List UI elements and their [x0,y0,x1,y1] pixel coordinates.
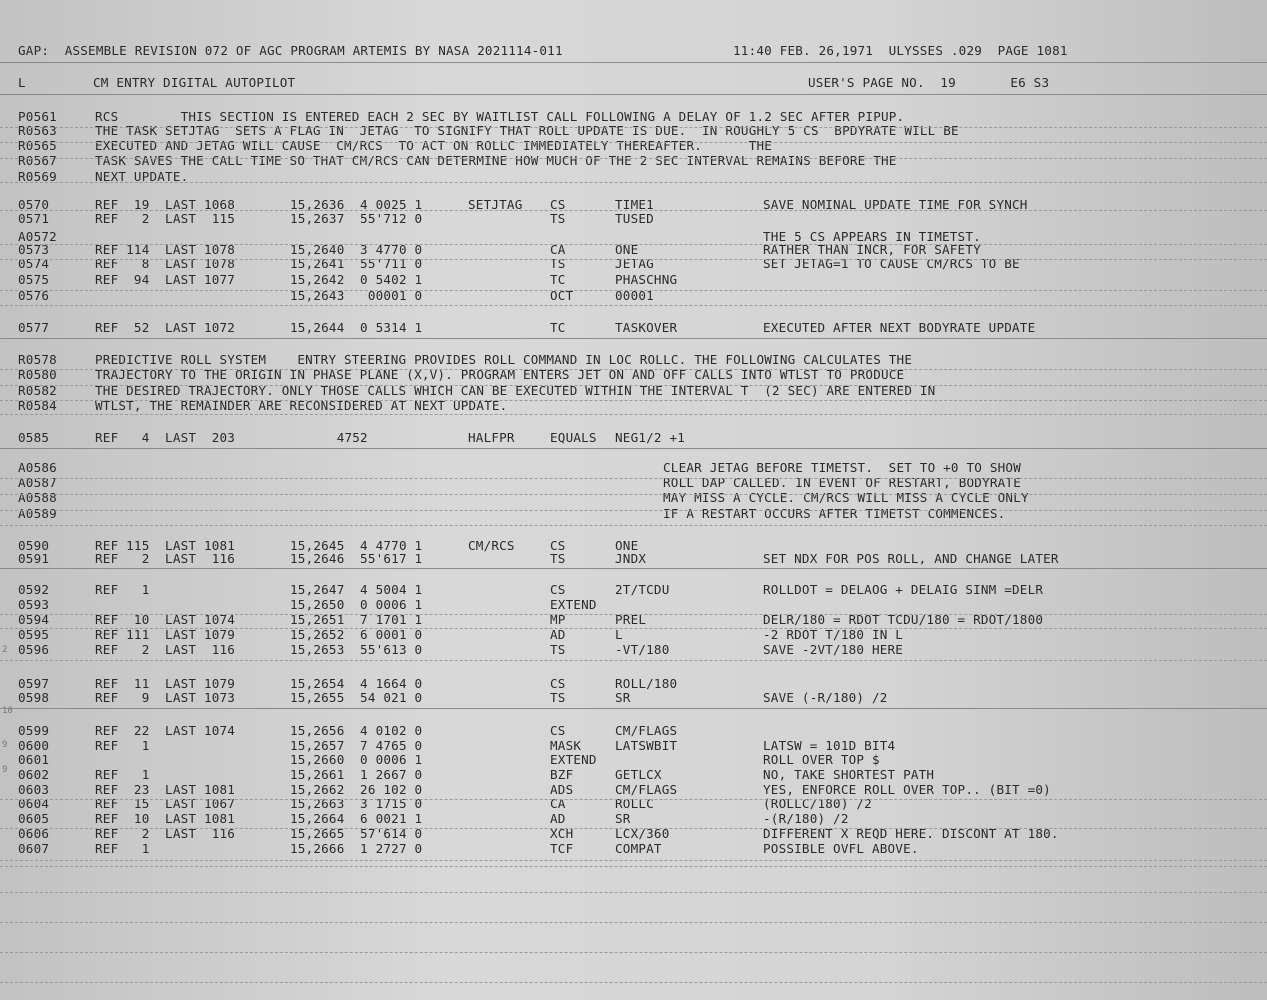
line-number: 0604 [18,796,50,811]
ref-info: REF 8 LAST 1078 [95,256,236,271]
rule [0,494,1267,495]
address-word: 15,2652 6 0001 0 [290,627,423,642]
line-number: 0571 [18,211,50,226]
label: HALFPR [468,430,515,445]
address-word: 15,2665 57'614 0 [290,826,423,841]
rule [0,628,1267,629]
address-word: 15,2663 3 1715 0 [290,796,423,811]
line-comment: ROLLDOT = DELAOG + DELAIG SINM =DELR [763,582,1044,597]
address-word: 15,2662 26 102 0 [290,782,423,797]
line-comment: THE 5 CS APPEARS IN TIMETST. [763,229,981,244]
opcode: ADS [550,782,574,797]
line-number: R0580 [18,367,57,382]
line-number: 0570 [18,197,50,212]
users-page-number: USER'S PAGE NO. 19 E6 S3 [808,75,1050,90]
rule [0,62,1267,63]
address-word: 15,2637 55'712 0 [290,211,423,226]
rule [0,305,1267,306]
opcode: CS [550,582,566,597]
ref-info: REF 4 LAST 203 [95,430,236,445]
line-number: R0563 [18,123,57,138]
line-number: 0605 [18,811,50,826]
operand: COMPAT [615,841,662,856]
opcode: BZF [550,767,574,782]
operand: ONE [615,242,639,257]
address-word: 15,2651 7 1701 1 [290,612,423,627]
comment-text: NEXT UPDATE. [95,169,189,184]
line-number: 0577 [18,320,50,335]
comment-text: THE DESIRED TRAJECTORY. ONLY THOSE CALLS WHICH CAN BE EXECUTED WITHIN THE INTERVAL T (2 SEC) ARE ENTERED IN [95,383,936,398]
ref-info: REF 15 LAST 1067 [95,796,236,811]
rule [0,614,1267,615]
rule [0,799,1267,800]
line-number: 0600 [18,738,50,753]
label: CM/RCS [468,538,515,553]
rule [0,210,1267,211]
rule [0,414,1267,415]
line-number: R0582 [18,383,57,398]
rule [0,860,1267,861]
ref-info: REF 1 [95,738,150,753]
ref-info: REF 11 LAST 1079 [95,676,236,691]
rule [0,369,1267,370]
operand: -VT/180 [615,642,670,657]
opcode: TS [550,551,566,566]
line-number: 0601 [18,752,50,767]
line-comment: (ROLLC/180) /2 [763,796,872,811]
line-comment: -(R/180) /2 [763,811,849,826]
comment-text: CLEAR JETAG BEFORE TIMETST. SET TO +0 TO SHOW [663,460,1021,475]
line-number: A0586 [18,460,57,475]
opcode: TC [550,272,566,287]
line-number: 0599 [18,723,50,738]
line-number: A0587 [18,475,57,490]
rule [0,338,1267,339]
address-word: 4752 [290,430,368,445]
line-number: A0588 [18,490,57,505]
operand: L [615,627,623,642]
opcode: TS [550,256,566,271]
line-number: 0576 [18,288,50,303]
address-word: 15,2643 00001 0 [290,288,423,303]
rule [0,142,1267,143]
ref-info: REF 94 LAST 1077 [95,272,236,287]
opcode: EQUALS [550,430,597,445]
ref-info: REF 19 LAST 1068 [95,197,236,212]
opcode: CS [550,723,566,738]
address-word: 15,2666 1 2727 0 [290,841,423,856]
address-word: 15,2657 7 4765 0 [290,738,423,753]
operand: 2T/TCDU [615,582,670,597]
line-comment: YES, ENFORCE ROLL OVER TOP.. (BIT =0) [763,782,1051,797]
line-comment: RATHER THAN INCR, FOR SAFETY [763,242,981,257]
address-word: 15,2645 4 4770 1 [290,538,423,553]
operand: CM/FLAGS [615,723,678,738]
rule [0,660,1267,661]
line-number: 0602 [18,767,50,782]
line-number: R0569 [18,169,57,184]
label: SETJTAG [468,197,523,212]
line-number: R0565 [18,138,57,153]
address-word: 15,2642 0 5402 1 [290,272,423,287]
rule [0,478,1267,479]
opcode: EXTEND [550,752,597,767]
rule [0,866,1267,867]
line-number: R0567 [18,153,57,168]
ref-info: REF 2 LAST 116 [95,551,236,566]
opcode: CA [550,796,566,811]
operand: JNDX [615,551,647,566]
margin-mark: 2 [2,645,8,655]
line-comment: SET NDX FOR POS ROLL, AND CHANGE LATER [763,551,1059,566]
line-number: 0596 [18,642,50,657]
rule [0,400,1267,401]
ref-info: REF 111 LAST 1079 [95,627,236,642]
comment-text: EXECUTED AND JETAG WILL CAUSE CM/RCS TO ACT ON ROLLC IMMEDIATELY THEREAFTER. THE [95,138,773,153]
rule [0,828,1267,829]
operand: GETLCX [615,767,662,782]
ref-info: REF 114 LAST 1078 [95,242,236,257]
rule [0,127,1267,128]
opcode: AD [550,627,566,642]
address-word: 15,2650 0 0006 1 [290,597,423,612]
line-number: 0595 [18,627,50,642]
rule [0,244,1267,245]
comment-text: MAY MISS A CYCLE. CM/RCS WILL MISS A CYCLE ONLY [663,490,1029,505]
line-comment: ROLL OVER TOP $ [763,752,880,767]
operand: NEG1/2 +1 [615,430,686,445]
opcode: AD [550,811,566,826]
address-word: 15,2664 6 0021 1 [290,811,423,826]
address-word: 15,2660 0 0006 1 [290,752,423,767]
operand: SR [615,690,631,705]
ref-info: REF 115 LAST 1081 [95,538,236,553]
comment-text: TRAJECTORY TO THE ORIGIN IN PHASE PLANE (X,V). PROGRAM ENTERS JET ON AND OFF CALLS INTO WTLST TO PRODUCE [95,367,905,382]
line-number: 0573 [18,242,50,257]
opcode: MASK [550,738,582,753]
ref-info: REF 10 LAST 1074 [95,612,236,627]
line-comment: NO, TAKE SHORTEST PATH [763,767,935,782]
opcode: CA [550,242,566,257]
ref-info: REF 1 [95,582,150,597]
comment-text: RCS THIS SECTION IS ENTERED EACH 2 SEC BY WAITLIST CALL FOLLOWING A DELAY OF 1.2 SEC AFTER PIPUP. [95,109,905,124]
line-number: 0574 [18,256,50,271]
line-comment: SAVE -2VT/180 HERE [763,642,904,657]
address-word: 15,2656 4 0102 0 [290,723,423,738]
comment-text: IF A RESTART OCCURS AFTER TIMETST COMMENCES. [663,506,1006,521]
opcode: MP [550,612,566,627]
operand: SR [615,811,631,826]
address-word: 15,2654 4 1664 0 [290,676,423,691]
line-number: 0606 [18,826,50,841]
operand: CM/FLAGS [615,782,678,797]
line-number: 0598 [18,690,50,705]
operand: ROLL/180 [615,676,678,691]
line-comment: DIFFERENT X REQD HERE. DISCONT AT 180. [763,826,1059,841]
operand: ONE [615,538,639,553]
opcode: TS [550,211,566,226]
opcode: TCF [550,841,574,856]
operand: PHASCHNG [615,272,678,287]
comment-text: PREDICTIVE ROLL SYSTEM ENTRY STEERING PROVIDES ROLL COMMAND IN LOC ROLLC. THE FOLLOWING CALCULATES THE [95,352,913,367]
line-number: 0585 [18,430,50,445]
ref-info: REF 2 LAST 116 [95,642,236,657]
address-word: 15,2640 3 4770 0 [290,242,423,257]
line-number: A0589 [18,506,57,521]
operand: ROLLC [615,796,654,811]
line-number: 0575 [18,272,50,287]
opcode: TS [550,642,566,657]
ref-info: REF 52 LAST 1072 [95,320,236,335]
line-number: 0592 [18,582,50,597]
line-number: R0584 [18,398,57,413]
line-comment: -2 RDOT T/180 IN L [763,627,904,642]
line-number: 0590 [18,538,50,553]
line-comment: POSSIBLE OVFL ABOVE. [763,841,919,856]
margin-mark: 9 [2,740,8,750]
line-number: 0593 [18,597,50,612]
address-word: 15,2644 0 5314 1 [290,320,423,335]
line-number: 0607 [18,841,50,856]
opcode: TS [550,690,566,705]
ref-info: REF 22 LAST 1074 [95,723,236,738]
address-word: 15,2636 4 0025 1 [290,197,423,212]
rule [0,182,1267,183]
operand: TUSED [615,211,654,226]
comment-text: THE TASK SETJTAG SETS A FLAG IN JETAG TO SIGNIFY THAT ROLL UPDATE IS DUE. IN ROUGHLY 5 CS BPDYRATE WILL BE [95,123,959,138]
rule [0,94,1267,95]
rule [0,952,1267,953]
opcode: CS [550,676,566,691]
rule [0,290,1267,291]
address-word: 15,2661 1 2667 0 [290,767,423,782]
rule [0,568,1267,569]
opcode: EXTEND [550,597,597,612]
line-number: A0572 [18,229,57,244]
line-number: 0603 [18,782,50,797]
operand: TASKOVER [615,320,678,335]
address-word: 15,2655 54 021 0 [290,690,423,705]
rule [0,385,1267,386]
comment-text: TASK SAVES THE CALL TIME SO THAT CM/RCS CAN DETERMINE HOW MUCH OF THE 2 SEC INTERVAL REMAINS BEFORE THE [95,153,897,168]
opcode: TC [550,320,566,335]
opcode: OCT [550,288,574,303]
ref-info: REF 2 LAST 115 [95,211,236,226]
line-comment: LATSW = 101D BIT4 [763,738,896,753]
line-number: 0594 [18,612,50,627]
ref-info: REF 23 LAST 1081 [95,782,236,797]
line-comment: EXECUTED AFTER NEXT BODYRATE UPDATE [763,320,1036,335]
address-word: 15,2653 55'613 0 [290,642,423,657]
comment-text: WTLST, THE REMAINDER ARE RECONSIDERED AT NEXT UPDATE. [95,398,508,413]
line-number: 0597 [18,676,50,691]
ref-info: REF 1 [95,767,150,782]
assembly-info: GAP: ASSEMBLE REVISION 072 OF AGC PROGRAM ARTEMIS BY NASA 2021114-011 [18,43,563,58]
operand: LCX/360 [615,826,670,841]
operand: JETAG [615,256,654,271]
operand: LATSWBIT [615,738,678,753]
operand: 00001 [615,288,654,303]
line-comment: SAVE (-R/180) /2 [763,690,888,705]
rule [0,259,1267,260]
line-number: R0578 [18,352,57,367]
rule [0,982,1267,983]
address-word: 15,2646 55'617 1 [290,551,423,566]
ref-info: REF 1 [95,841,150,856]
line-comment: DELR/180 = RDOT TCDU/180 = RDOT/1800 [763,612,1044,627]
section-header [0,75,1050,90]
operand: PREL [615,612,647,627]
opcode: CS [550,197,566,212]
line-number: 0591 [18,551,50,566]
ref-info: REF 9 LAST 1073 [95,690,236,705]
ref-info: REF 2 LAST 116 [95,826,236,841]
rule [0,158,1267,159]
section-code: L [18,75,26,90]
rule [0,525,1267,526]
comment-text: ROLL DAP CALLED. IN EVENT OF RESTART, BODYRATE [663,475,1021,490]
address-word: 15,2647 4 5004 1 [290,582,423,597]
rule [0,448,1267,449]
rule [0,922,1267,923]
rule [0,892,1267,893]
margin-mark: 10 [2,706,13,716]
line-number: P0561 [18,109,57,124]
margin-mark: 9 [2,765,8,775]
ref-info: REF 10 LAST 1081 [95,811,236,826]
address-word: 15,2641 55'711 0 [290,256,423,271]
opcode: CS [550,538,566,553]
rule [0,708,1267,709]
print-date-page: 11:40 FEB. 26,1971 ULYSSES .029 PAGE 1081 [733,43,1068,58]
line-comment: SET JETAG=1 TO CAUSE CM/RCS TO BE [763,256,1020,271]
rule [0,510,1267,511]
opcode: XCH [550,826,574,841]
listing-header [0,43,1068,58]
section-title: CM ENTRY DIGITAL AUTOPILOT [93,75,296,90]
operand: TIME1 [615,197,654,212]
line-comment: SAVE NOMINAL UPDATE TIME FOR SYNCH [763,197,1028,212]
